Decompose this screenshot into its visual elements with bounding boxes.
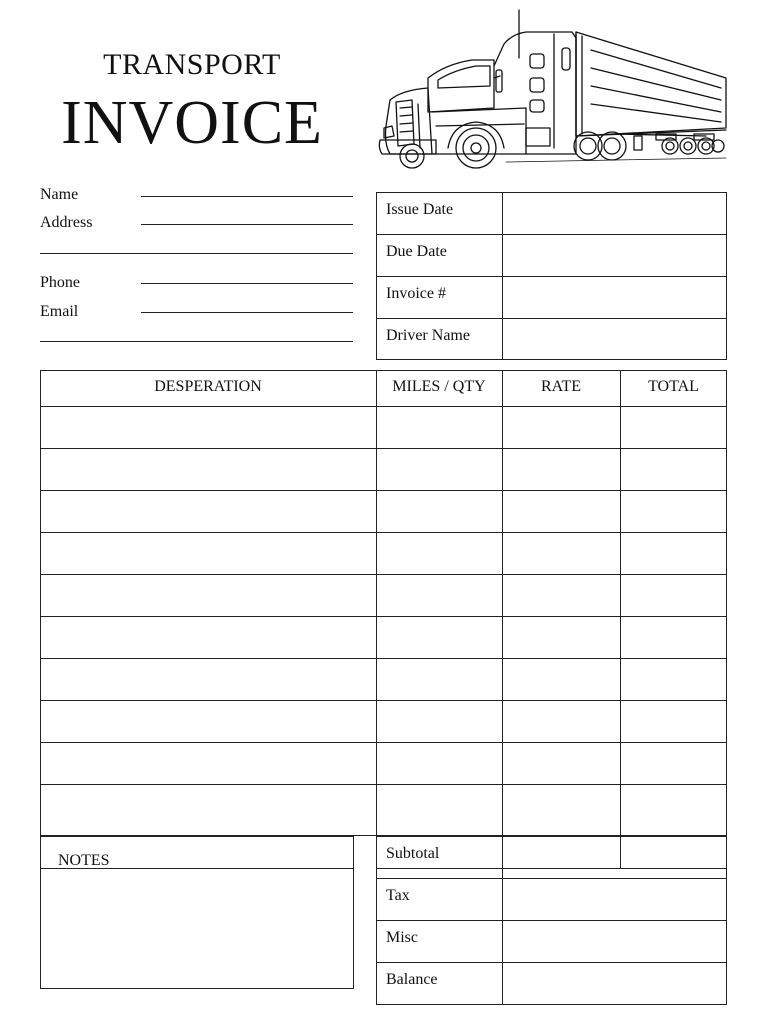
table-row[interactable] [40,406,727,407]
invoice-subtitle: TRANSPORT [103,48,281,81]
column-header-miles-qty: MILES / QTY [392,378,486,395]
column-header-total: TOTAL [648,378,699,395]
email-field-line-2[interactable] [40,341,353,342]
table-row[interactable] [40,448,727,449]
driver-name-label: Driver Name [386,327,470,344]
column-divider [620,370,621,836]
address-field[interactable] [141,224,353,225]
due-date-label: Due Date [386,243,447,260]
table-row[interactable] [40,490,727,491]
phone-field[interactable] [141,283,353,284]
column-header-description: DESPERATION [154,378,262,395]
table-row[interactable] [40,574,727,575]
name-field[interactable] [141,196,353,197]
subtotal-label: Subtotal [386,845,440,862]
misc-label: Misc [386,929,418,946]
table-row[interactable] [40,532,727,533]
tax-label: Tax [386,887,410,904]
email-field[interactable] [141,312,353,313]
due-date-field[interactable] [503,235,726,276]
invoice-number-field[interactable] [503,277,726,318]
invoice-title: INVOICE [61,89,323,157]
balance-label: Balance [386,971,438,988]
notes-label: NOTES [58,852,110,869]
name-label: Name [40,186,79,203]
phone-label: Phone [40,274,80,291]
column-divider [376,370,377,836]
subtotal-field[interactable] [503,837,726,868]
table-row[interactable] [40,658,727,659]
tax-field[interactable] [503,879,726,920]
line-items-table [40,370,727,836]
address-field-line-2[interactable] [40,253,353,254]
misc-field[interactable] [503,921,726,962]
address-label: Address [40,214,93,231]
table-row[interactable] [40,616,727,617]
summary-row-divider [376,868,727,869]
issue-date-field[interactable] [503,193,726,234]
email-label: Email [40,303,79,320]
issue-date-label: Issue Date [386,201,454,218]
table-row[interactable] [40,784,727,785]
table-row[interactable] [40,742,727,743]
table-row[interactable] [40,700,727,701]
column-header-rate: RATE [541,378,581,395]
column-divider [502,370,503,836]
semi-truck-icon [376,8,732,174]
driver-name-field[interactable] [503,319,726,360]
balance-field[interactable] [503,963,726,1004]
invoice-number-label: Invoice # [386,285,446,302]
